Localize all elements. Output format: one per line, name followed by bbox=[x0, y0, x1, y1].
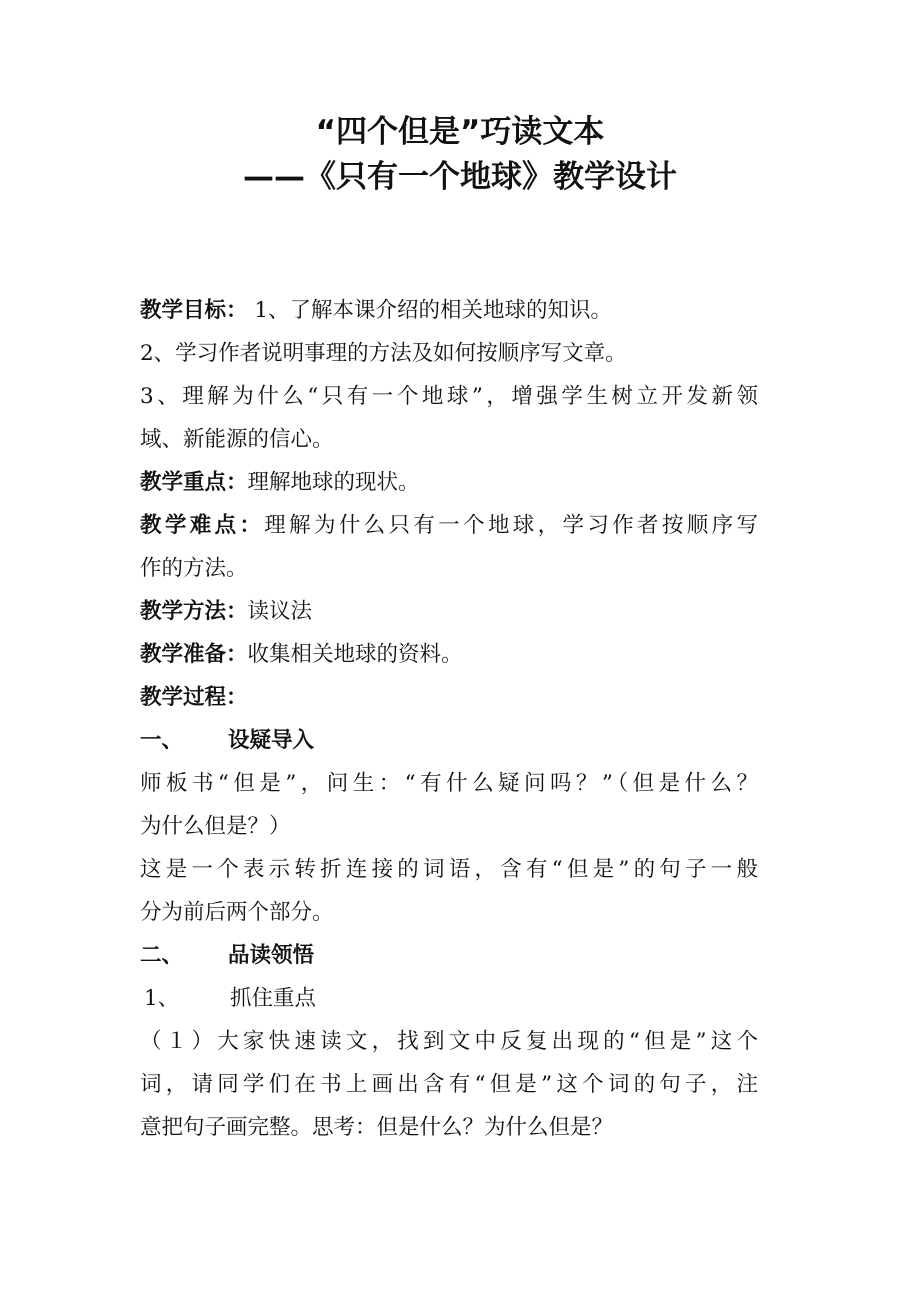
section-2-sub-1-number: 1、 bbox=[144, 986, 180, 1011]
document-subtitle: ——《只有一个地球》教学设计 bbox=[243, 159, 677, 195]
document-title: “四个但是”巧读文本 bbox=[315, 114, 605, 150]
difficulty-label: 教学难点： bbox=[140, 513, 265, 538]
process-label: 教学过程： bbox=[140, 685, 248, 710]
key-point-label: 教学重点： bbox=[140, 470, 248, 495]
section-2-paragraph-1-line1: （１）大家快速读文，找到文中反复出现的“但是”这个 bbox=[140, 1029, 758, 1054]
section-2-paragraph-1-line3: 意把句子画完整。思考：但是什么？为什么但是？ bbox=[140, 1115, 614, 1140]
key-point-text: 理解地球的现状。 bbox=[247, 470, 420, 495]
section-1-paragraph-1-line1: 师板书“但是”，问生：“有什么疑问吗？”（但是什么？ bbox=[140, 771, 758, 796]
section-2-title: 品读领悟 bbox=[228, 943, 315, 968]
section-1-paragraph-2-line2: 分为前后两个部分。 bbox=[140, 900, 334, 925]
section-1-paragraph-2-line1: 这是一个表示转折连接的词语，含有“但是”的句子一般 bbox=[140, 857, 758, 882]
preparation-line bbox=[140, 640, 463, 670]
section-2-heading bbox=[140, 941, 314, 971]
objectives-line bbox=[140, 296, 612, 326]
section-2-subheading-1 bbox=[140, 984, 316, 1014]
difficulty-text-line2: 作的方法。 bbox=[140, 556, 248, 581]
section-1-number: 一、 bbox=[140, 728, 184, 753]
preparation-text: 收集相关地球的资料。 bbox=[247, 642, 463, 667]
method-label: 教学方法： bbox=[140, 599, 248, 624]
section-2-sub-1-title: 抓住重点 bbox=[230, 986, 317, 1011]
method-text: 读议法 bbox=[247, 599, 313, 624]
difficulty-line bbox=[140, 511, 758, 541]
objective-item-3-line2: 域、新能源的信心。 bbox=[140, 427, 334, 452]
difficulty-text-line1: 理解为什么只有一个地球，学习作者按顺序写 bbox=[264, 513, 758, 538]
section-2-paragraph-1-line2: 词，请同学们在书上画出含有“但是”这个词的句子，注 bbox=[140, 1072, 758, 1097]
objective-item-1: 1、了解本课介绍的相关地球的知识。 bbox=[247, 298, 613, 323]
preparation-label: 教学准备： bbox=[140, 642, 248, 667]
objectives-label: 教学目标： bbox=[140, 298, 248, 323]
method-line bbox=[140, 597, 312, 627]
process-line bbox=[140, 683, 248, 713]
objective-item-3-line1: 3、理解为什么“只有一个地球”，增强学生树立开发新领 bbox=[140, 384, 758, 409]
section-1-title: 设疑导入 bbox=[228, 728, 315, 753]
section-2-number: 二、 bbox=[140, 943, 184, 968]
section-1-heading bbox=[140, 726, 314, 756]
objective-item-2: 2、学习作者说明事理的方法及如何按顺序写文章。 bbox=[140, 341, 627, 366]
key-point-line bbox=[140, 468, 420, 498]
section-1-paragraph-1-line2: 为什么但是？） bbox=[140, 814, 291, 839]
